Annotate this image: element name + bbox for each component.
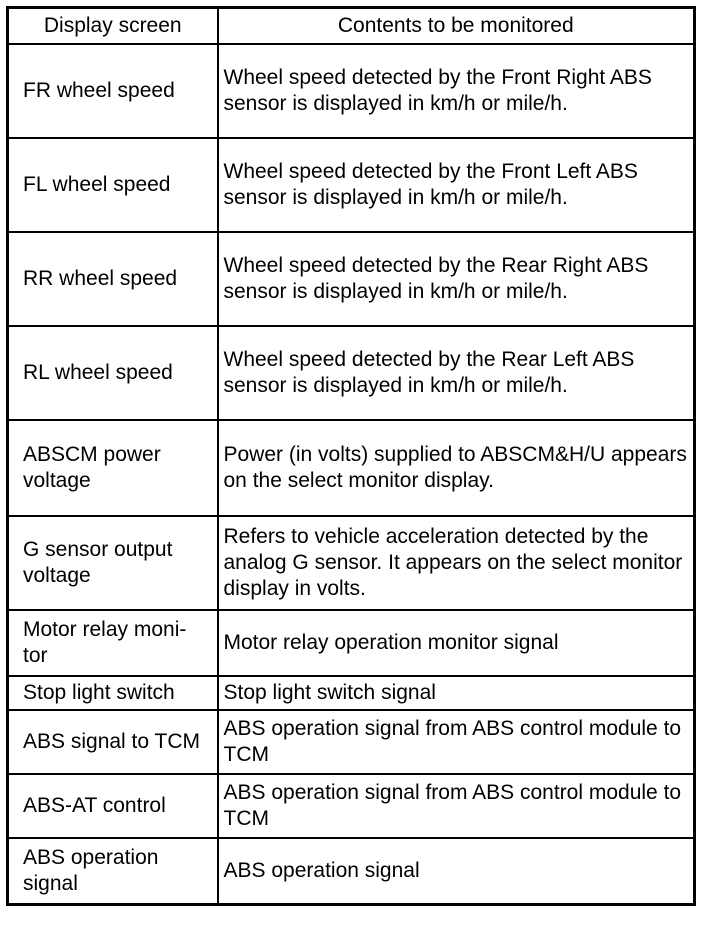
row-contents: Refers to vehicle acceleration detected by the analog G sensor. It appears on the select monitor display in volts. [218, 516, 695, 610]
row-display-screen: ABS signal to TCM [8, 710, 218, 774]
table-header-row [8, 8, 695, 45]
row-contents: ABS operation signal from ABS control module to TCM [218, 774, 695, 838]
row-contents: Wheel speed detected by the Rear Left ABS sensor is displayed in km/h or mile/h. [218, 326, 695, 420]
table-row [8, 610, 695, 676]
row-display-screen: ABS-AT control [8, 774, 218, 838]
table-row [8, 326, 695, 420]
table-row [8, 420, 695, 516]
table-row [8, 138, 695, 232]
table-row [8, 516, 695, 610]
row-display-screen: RR wheel speed [8, 232, 218, 326]
row-display-screen: FR wheel speed [8, 44, 218, 138]
row-contents: ABS operation signal [218, 838, 695, 904]
row-contents: Wheel speed detected by the Front Right ABS sensor is displayed in km/h or mile/h. [218, 44, 695, 138]
table-row [8, 774, 695, 838]
monitor-table [6, 6, 696, 906]
row-display-screen: RL wheel speed [8, 326, 218, 420]
row-display-screen: ABSCM power voltage [8, 420, 218, 516]
table-row [8, 44, 695, 138]
row-display-screen: FL wheel speed [8, 138, 218, 232]
row-contents: Power (in volts) supplied to ABSCM&H/U appears on the select monitor display. [218, 420, 695, 516]
header-contents-monitored: Contents to be monitored [218, 8, 695, 45]
table-row [8, 676, 695, 710]
row-display-screen: Motor relay moni-tor [8, 610, 218, 676]
table-row [8, 710, 695, 774]
row-contents: Wheel speed detected by the Rear Right ABS sensor is displayed in km/h or mile/h. [218, 232, 695, 326]
row-display-screen: Stop light switch [8, 676, 218, 710]
row-display-screen: ABS operation signal [8, 838, 218, 904]
row-contents: Motor relay operation monitor signal [218, 610, 695, 676]
header-display-screen: Display screen [8, 8, 218, 45]
row-contents: Wheel speed detected by the Front Left ABS sensor is displayed in km/h or mile/h. [218, 138, 695, 232]
row-contents: ABS operation signal from ABS control module to TCM [218, 710, 695, 774]
row-display-screen: G sensor output voltage [8, 516, 218, 610]
table-row [8, 232, 695, 326]
table-row [8, 838, 695, 904]
row-contents: Stop light switch signal [218, 676, 695, 710]
